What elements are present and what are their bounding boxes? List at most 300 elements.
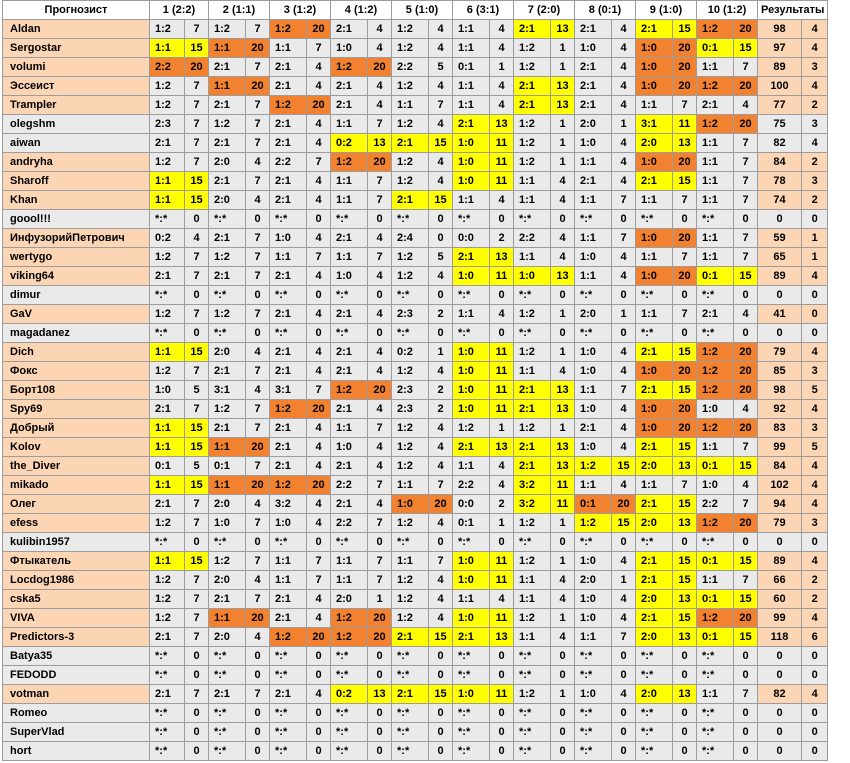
points: 4 xyxy=(307,419,331,438)
predicted-score: 1:2 xyxy=(514,552,551,571)
predicted-score: *:* xyxy=(636,723,673,742)
points: 0 xyxy=(246,704,270,723)
predicted-score: 1:1 xyxy=(150,343,185,362)
table-row xyxy=(3,58,828,77)
predicted-score: 1:1 xyxy=(575,381,612,400)
predicted-score: *:* xyxy=(209,723,246,742)
total-points: 84 xyxy=(758,457,802,476)
exact-count: 3 xyxy=(802,362,828,381)
total-points: 60 xyxy=(758,590,802,609)
predicted-score: 1:1 xyxy=(514,628,551,647)
exact-count: 2 xyxy=(802,96,828,115)
predicted-score: *:* xyxy=(209,666,246,685)
points: 15 xyxy=(734,39,758,58)
points: 4 xyxy=(429,77,453,96)
predicted-score: 1:2 xyxy=(150,153,185,172)
predicted-score: 1:0 xyxy=(270,514,307,533)
predicted-score: 1:2 xyxy=(150,20,185,39)
forecaster-name: magadanez xyxy=(3,324,150,343)
points: 4 xyxy=(734,96,758,115)
points: 4 xyxy=(429,172,453,191)
predicted-score: 2:1 xyxy=(270,77,307,96)
points: 4 xyxy=(368,267,392,286)
points: 4 xyxy=(612,58,636,77)
points: 4 xyxy=(612,590,636,609)
points: 20 xyxy=(673,400,697,419)
predicted-score: 2:1 xyxy=(636,172,673,191)
points: 7 xyxy=(185,685,209,704)
exact-count: 4 xyxy=(802,134,828,153)
points: 0 xyxy=(429,666,453,685)
points: 4 xyxy=(429,39,453,58)
points: 2 xyxy=(490,495,514,514)
points: 0 xyxy=(673,324,697,343)
predicted-score: 1:0 xyxy=(575,685,612,704)
points: 2 xyxy=(429,305,453,324)
predicted-score: 1:1 xyxy=(636,476,673,495)
predicted-score: 1:0 xyxy=(575,400,612,419)
forecaster-name: olegshm xyxy=(3,115,150,134)
predicted-score: 1:1 xyxy=(209,438,246,457)
points: 4 xyxy=(429,571,453,590)
predicted-score: *:* xyxy=(331,324,368,343)
forecaster-name: hort xyxy=(3,742,150,761)
predicted-score: 2:1 xyxy=(270,115,307,134)
points: 4 xyxy=(612,476,636,495)
points: 0 xyxy=(551,704,575,723)
forecaster-name: the_Diver xyxy=(3,457,150,476)
points: 0 xyxy=(429,533,453,552)
points: 4 xyxy=(307,267,331,286)
predicted-score: *:* xyxy=(453,723,490,742)
predicted-score: *:* xyxy=(514,324,551,343)
predicted-score: 2:2 xyxy=(270,153,307,172)
predicted-score: 2:2 xyxy=(150,58,185,77)
predicted-score: 1:0 xyxy=(453,343,490,362)
table-row xyxy=(3,39,828,58)
points: 0 xyxy=(246,742,270,761)
table-row xyxy=(3,571,828,590)
total-points: 89 xyxy=(758,552,802,571)
predicted-score: 0:1 xyxy=(150,457,185,476)
forecaster-name: FEDODD xyxy=(3,666,150,685)
points: 0 xyxy=(246,723,270,742)
points: 7 xyxy=(673,476,697,495)
total-points: 83 xyxy=(758,419,802,438)
predicted-score: 1:1 xyxy=(331,115,368,134)
predicted-score: 1:1 xyxy=(697,134,734,153)
predicted-score: 2:1 xyxy=(209,134,246,153)
exact-count: 5 xyxy=(802,381,828,400)
predicted-score: *:* xyxy=(392,533,429,552)
table-row xyxy=(3,438,828,457)
points: 4 xyxy=(368,362,392,381)
points: 7 xyxy=(246,400,270,419)
points: 7 xyxy=(368,115,392,134)
total-points: 94 xyxy=(758,495,802,514)
predicted-score: *:* xyxy=(392,286,429,305)
forecaster-name: Trampler xyxy=(3,96,150,115)
points: 4 xyxy=(612,400,636,419)
points: 7 xyxy=(246,362,270,381)
points: 4 xyxy=(307,77,331,96)
predicted-score: 1:1 xyxy=(150,552,185,571)
predicted-score: 2:1 xyxy=(270,609,307,628)
points: 0 xyxy=(734,723,758,742)
table-row xyxy=(3,666,828,685)
predicted-score: 2:1 xyxy=(514,400,551,419)
points: 20 xyxy=(673,153,697,172)
points: 7 xyxy=(246,229,270,248)
predicted-score: 1:2 xyxy=(331,153,368,172)
predicted-score: 1:1 xyxy=(392,476,429,495)
points: 4 xyxy=(734,476,758,495)
forecaster-name: Эссеист xyxy=(3,77,150,96)
points: 7 xyxy=(734,685,758,704)
points: 0 xyxy=(734,324,758,343)
predicted-score: 1:0 xyxy=(575,438,612,457)
points: 4 xyxy=(307,590,331,609)
total-points: 0 xyxy=(758,533,802,552)
points: 0 xyxy=(429,286,453,305)
predicted-score: 0:1 xyxy=(697,457,734,476)
predicted-score: 1:2 xyxy=(392,115,429,134)
points: 0 xyxy=(734,704,758,723)
forecaster-name: Добрый xyxy=(3,419,150,438)
points: 4 xyxy=(612,419,636,438)
predicted-score: 0:2 xyxy=(331,134,368,153)
predicted-score: *:* xyxy=(697,647,734,666)
predicted-score: 2:1 xyxy=(636,552,673,571)
total-points: 82 xyxy=(758,134,802,153)
predicted-score: 1:2 xyxy=(514,115,551,134)
points: 0 xyxy=(551,210,575,229)
points: 7 xyxy=(368,248,392,267)
points: 7 xyxy=(734,172,758,191)
header-match-9: 9 (1:0) xyxy=(636,1,697,20)
table-row xyxy=(3,324,828,343)
predicted-score: *:* xyxy=(150,286,185,305)
total-points: 85 xyxy=(758,362,802,381)
points: 15 xyxy=(185,438,209,457)
exact-count: 1 xyxy=(802,248,828,267)
points: 0 xyxy=(429,647,453,666)
predicted-score: 1:1 xyxy=(392,552,429,571)
points: 4 xyxy=(551,248,575,267)
points: 11 xyxy=(490,552,514,571)
points: 7 xyxy=(185,115,209,134)
predicted-score: 1:2 xyxy=(331,58,368,77)
exact-count: 0 xyxy=(802,666,828,685)
points: 7 xyxy=(246,552,270,571)
points: 1 xyxy=(551,305,575,324)
forecaster-name: Sharoff xyxy=(3,172,150,191)
points: 7 xyxy=(246,457,270,476)
points: 0 xyxy=(185,666,209,685)
points: 0 xyxy=(612,647,636,666)
predicted-score: *:* xyxy=(636,533,673,552)
predicted-score: *:* xyxy=(697,704,734,723)
points: 20 xyxy=(673,362,697,381)
points: 0 xyxy=(551,723,575,742)
predicted-score: 2:1 xyxy=(270,685,307,704)
points: 4 xyxy=(368,20,392,39)
predicted-score: 2:3 xyxy=(150,115,185,134)
predicted-score: 1:2 xyxy=(270,400,307,419)
points: 13 xyxy=(368,134,392,153)
predicted-score: 2:1 xyxy=(392,134,429,153)
points: 15 xyxy=(673,343,697,362)
points: 4 xyxy=(551,191,575,210)
predicted-score: *:* xyxy=(514,742,551,761)
predicted-score: 1:1 xyxy=(453,457,490,476)
points: 7 xyxy=(185,514,209,533)
points: 0 xyxy=(368,704,392,723)
points: 20 xyxy=(734,77,758,96)
table-row xyxy=(3,153,828,172)
table-row xyxy=(3,457,828,476)
predicted-score: 2:0 xyxy=(209,153,246,172)
predicted-score: *:* xyxy=(575,742,612,761)
points: 0 xyxy=(612,286,636,305)
points: 13 xyxy=(673,134,697,153)
predicted-score: 2:2 xyxy=(331,514,368,533)
points: 13 xyxy=(551,457,575,476)
predicted-score: *:* xyxy=(392,742,429,761)
predicted-score: 2:1 xyxy=(514,381,551,400)
points: 1 xyxy=(551,153,575,172)
points: 20 xyxy=(246,77,270,96)
predicted-score: 2:1 xyxy=(636,571,673,590)
points: 7 xyxy=(734,58,758,77)
predicted-score: 1:2 xyxy=(392,248,429,267)
predicted-score: *:* xyxy=(209,324,246,343)
predicted-score: *:* xyxy=(453,666,490,685)
predicted-score: 1:1 xyxy=(331,191,368,210)
table-row xyxy=(3,96,828,115)
predicted-score: 1:0 xyxy=(575,134,612,153)
predicted-score: *:* xyxy=(697,723,734,742)
predicted-score: *:* xyxy=(209,210,246,229)
predicted-score: 1:2 xyxy=(270,476,307,495)
points: 4 xyxy=(551,362,575,381)
points: 13 xyxy=(673,685,697,704)
points: 0 xyxy=(429,324,453,343)
predicted-score: 1:2 xyxy=(392,77,429,96)
points: 0 xyxy=(673,286,697,305)
header-match-4: 4 (1:2) xyxy=(331,1,392,20)
predicted-score: 1:2 xyxy=(514,419,551,438)
forecaster-name: mikado xyxy=(3,476,150,495)
predicted-score: *:* xyxy=(331,704,368,723)
predicted-score: 1:2 xyxy=(697,514,734,533)
forecaster-name: kulibin1957 xyxy=(3,533,150,552)
predicted-score: *:* xyxy=(150,723,185,742)
points: 7 xyxy=(246,305,270,324)
predicted-score: 1:0 xyxy=(453,381,490,400)
predicted-score: 0:1 xyxy=(697,552,734,571)
predicted-score: 0:1 xyxy=(697,590,734,609)
points: 0 xyxy=(490,324,514,343)
predicted-score: 2:1 xyxy=(331,362,368,381)
points: 0 xyxy=(673,647,697,666)
points: 1 xyxy=(429,343,453,362)
points: 20 xyxy=(673,39,697,58)
header-match-2: 2 (1:1) xyxy=(209,1,270,20)
points: 0 xyxy=(673,704,697,723)
points: 15 xyxy=(185,343,209,362)
predicted-score: 1:0 xyxy=(575,552,612,571)
points: 4 xyxy=(429,20,453,39)
predicted-score: 2:1 xyxy=(575,58,612,77)
points: 4 xyxy=(490,305,514,324)
points: 0 xyxy=(368,324,392,343)
predicted-score: *:* xyxy=(331,647,368,666)
predicted-score: 1:1 xyxy=(331,172,368,191)
predicted-score: *:* xyxy=(514,210,551,229)
points: 1 xyxy=(612,115,636,134)
points: 4 xyxy=(612,153,636,172)
table-row xyxy=(3,210,828,229)
predicted-score: 1:2 xyxy=(150,77,185,96)
predicted-score: *:* xyxy=(514,533,551,552)
predicted-score: 1:2 xyxy=(270,628,307,647)
predicted-score: 2:2 xyxy=(514,229,551,248)
predicted-score: 1:2 xyxy=(697,419,734,438)
predicted-score: 2:1 xyxy=(331,343,368,362)
table-row xyxy=(3,495,828,514)
points: 0 xyxy=(307,286,331,305)
points: 15 xyxy=(734,267,758,286)
predicted-score: *:* xyxy=(697,533,734,552)
exact-count: 2 xyxy=(802,590,828,609)
predicted-score: 1:0 xyxy=(331,267,368,286)
exact-count: 4 xyxy=(802,476,828,495)
predicted-score: 2:1 xyxy=(636,495,673,514)
table-row xyxy=(3,704,828,723)
points: 4 xyxy=(368,457,392,476)
points: 20 xyxy=(673,77,697,96)
predicted-score: 1:0 xyxy=(636,267,673,286)
points: 15 xyxy=(673,172,697,191)
predicted-score: *:* xyxy=(636,286,673,305)
points: 15 xyxy=(673,495,697,514)
predicted-score: 1:1 xyxy=(697,571,734,590)
points: 7 xyxy=(307,552,331,571)
predicted-score: 1:2 xyxy=(392,609,429,628)
points: 4 xyxy=(612,685,636,704)
points: 0 xyxy=(368,210,392,229)
predicted-score: 2:2 xyxy=(453,476,490,495)
points: 4 xyxy=(307,115,331,134)
predicted-score: 1:0 xyxy=(392,495,429,514)
predicted-score: *:* xyxy=(392,210,429,229)
points: 20 xyxy=(246,476,270,495)
points: 7 xyxy=(734,438,758,457)
points: 0 xyxy=(307,647,331,666)
predicted-score: *:* xyxy=(636,647,673,666)
points: 20 xyxy=(734,419,758,438)
total-points: 0 xyxy=(758,723,802,742)
points: 1 xyxy=(551,134,575,153)
points: 5 xyxy=(185,381,209,400)
exact-count: 0 xyxy=(802,210,828,229)
predicted-score: 2:1 xyxy=(209,229,246,248)
points: 4 xyxy=(368,39,392,58)
exact-count: 3 xyxy=(802,419,828,438)
predicted-score: *:* xyxy=(150,324,185,343)
predicted-score: 1:2 xyxy=(514,514,551,533)
table-row xyxy=(3,533,828,552)
points: 0 xyxy=(429,742,453,761)
predicted-score: 1:1 xyxy=(575,191,612,210)
points: 0 xyxy=(185,533,209,552)
points: 0 xyxy=(368,666,392,685)
predicted-score: 2:0 xyxy=(209,495,246,514)
predicted-score: 1:2 xyxy=(209,248,246,267)
predicted-score: 2:1 xyxy=(575,419,612,438)
predicted-score: 1:2 xyxy=(150,514,185,533)
points: 20 xyxy=(307,628,331,647)
forecaster-name: Batya35 xyxy=(3,647,150,666)
predicted-score: 1:1 xyxy=(453,191,490,210)
predicted-score: 1:1 xyxy=(514,590,551,609)
points: 11 xyxy=(551,476,575,495)
total-points: 99 xyxy=(758,609,802,628)
exact-count: 1 xyxy=(802,229,828,248)
predicted-score: 2:1 xyxy=(331,400,368,419)
predicted-score: 1:0 xyxy=(270,229,307,248)
predicted-score: *:* xyxy=(150,704,185,723)
table-row xyxy=(3,514,828,533)
total-points: 100 xyxy=(758,77,802,96)
points: 11 xyxy=(490,362,514,381)
points: 4 xyxy=(612,248,636,267)
points: 13 xyxy=(490,115,514,134)
points: 1 xyxy=(551,685,575,704)
predicted-score: 1:2 xyxy=(392,571,429,590)
points: 4 xyxy=(307,609,331,628)
predicted-score: 2:1 xyxy=(270,58,307,77)
predicted-score: *:* xyxy=(636,666,673,685)
forecaster-name: Spy69 xyxy=(3,400,150,419)
points: 0 xyxy=(490,533,514,552)
predicted-score: 0:1 xyxy=(575,495,612,514)
exact-count: 3 xyxy=(802,58,828,77)
predicted-score: *:* xyxy=(636,210,673,229)
points: 20 xyxy=(307,400,331,419)
predicted-score: *:* xyxy=(331,210,368,229)
predicted-score: 0:1 xyxy=(697,628,734,647)
exact-count: 0 xyxy=(802,647,828,666)
points: 11 xyxy=(490,609,514,628)
predicted-score: 2:1 xyxy=(270,438,307,457)
predicted-score: 2:1 xyxy=(453,115,490,134)
header-match-3: 3 (1:2) xyxy=(270,1,331,20)
points: 4 xyxy=(734,305,758,324)
points: 4 xyxy=(185,229,209,248)
points: 0 xyxy=(490,647,514,666)
points: 15 xyxy=(429,628,453,647)
predicted-score: 1:2 xyxy=(392,438,429,457)
points: 4 xyxy=(429,609,453,628)
points: 7 xyxy=(307,39,331,58)
points: 7 xyxy=(246,248,270,267)
total-points: 0 xyxy=(758,742,802,761)
exact-count: 2 xyxy=(802,191,828,210)
points: 13 xyxy=(551,400,575,419)
predicted-score: 0:1 xyxy=(697,39,734,58)
